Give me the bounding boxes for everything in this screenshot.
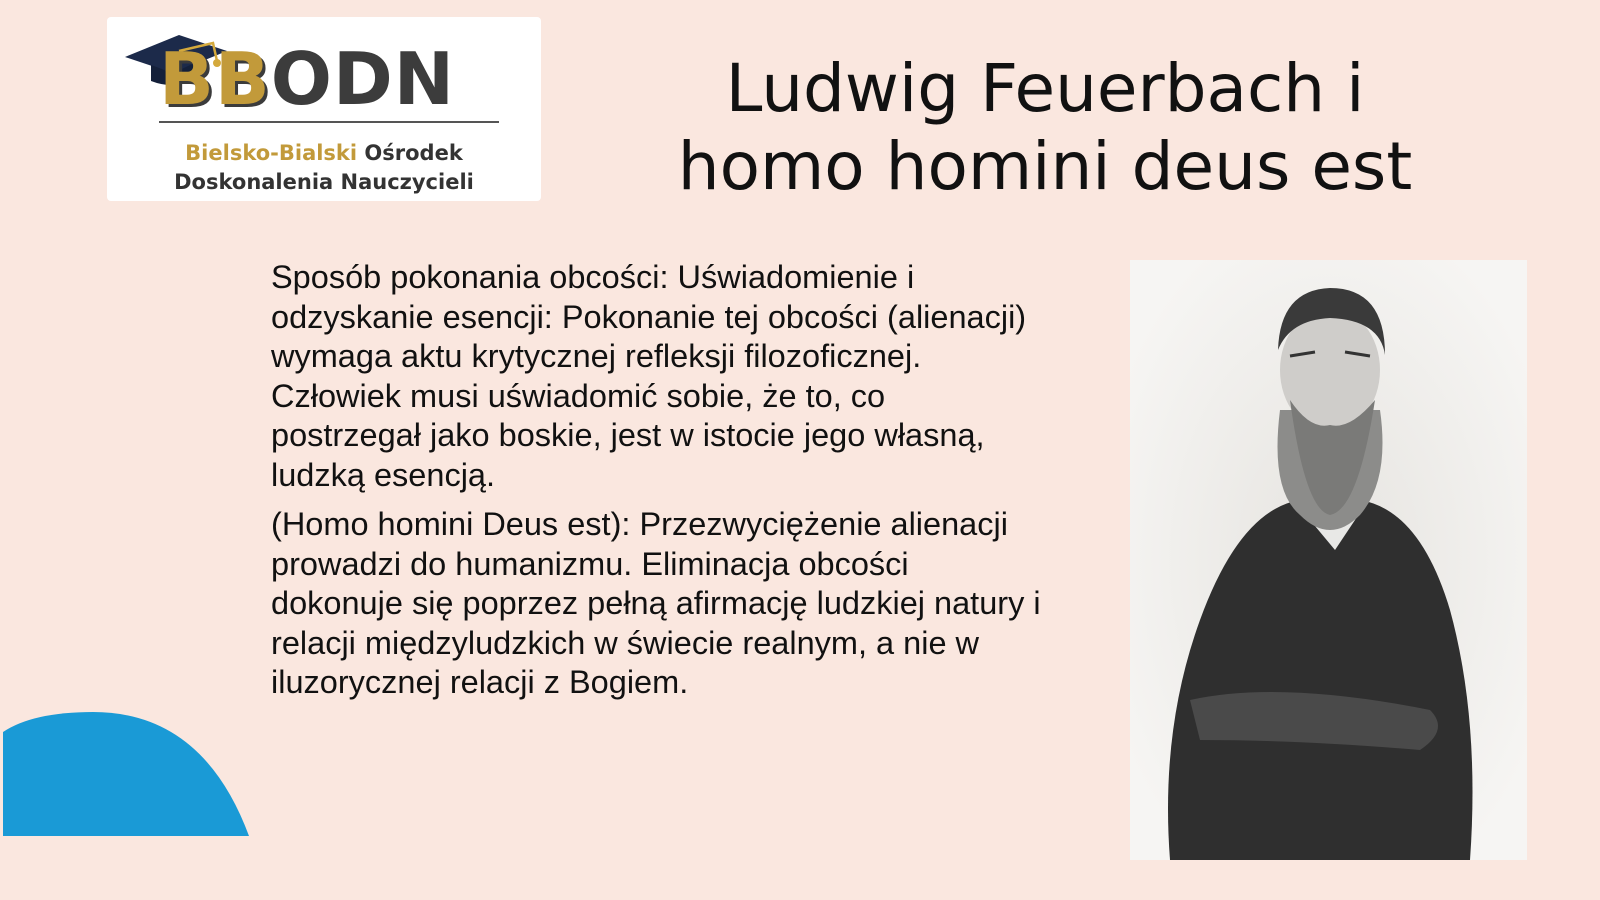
logo-wordmark: BBODN: [159, 37, 455, 121]
decorative-quarter-circle: [3, 712, 249, 836]
paragraph-alienation: Sposób pokonania obcości: Uświadomienie i odzyskanie esencji: Pokonanie tej obcości (alienacji) wymaga aktu krytycznej refleksji filozoficznej. Człowiek musi uświadomić sobie, że to, co postrzegał jako boskie, jest w istocie jego własną, ludzką esencją.: [271, 259, 1027, 493]
logo: [107, 17, 541, 201]
slide-title: [620, 50, 1470, 206]
logo-org-name-line1: Bielsko-Bialski Ośrodek: [185, 141, 463, 165]
portrait-engraving: [1130, 260, 1527, 860]
paragraph-humanism: (Homo homini Deus est): Przezwyciężenie alienacji prowadzi do humanizmu. Eliminacja obcości dokonuje się poprzez pełną afirmację ludzkiej natury i relacji międzyludzkich w świecie realnym, a nie w iluzorycznej relacji z Bogiem.: [271, 506, 1041, 700]
slide-body: [271, 258, 1041, 713]
logo-org-name-line2: Doskonalenia Nauczycieli: [174, 170, 474, 194]
slide-title-line1: Ludwig Feuerbach i: [725, 50, 1365, 127]
portrait-image: [1130, 260, 1527, 860]
slide-title-line2: homo homini deus est: [677, 128, 1413, 205]
logo-divider: [159, 121, 499, 123]
